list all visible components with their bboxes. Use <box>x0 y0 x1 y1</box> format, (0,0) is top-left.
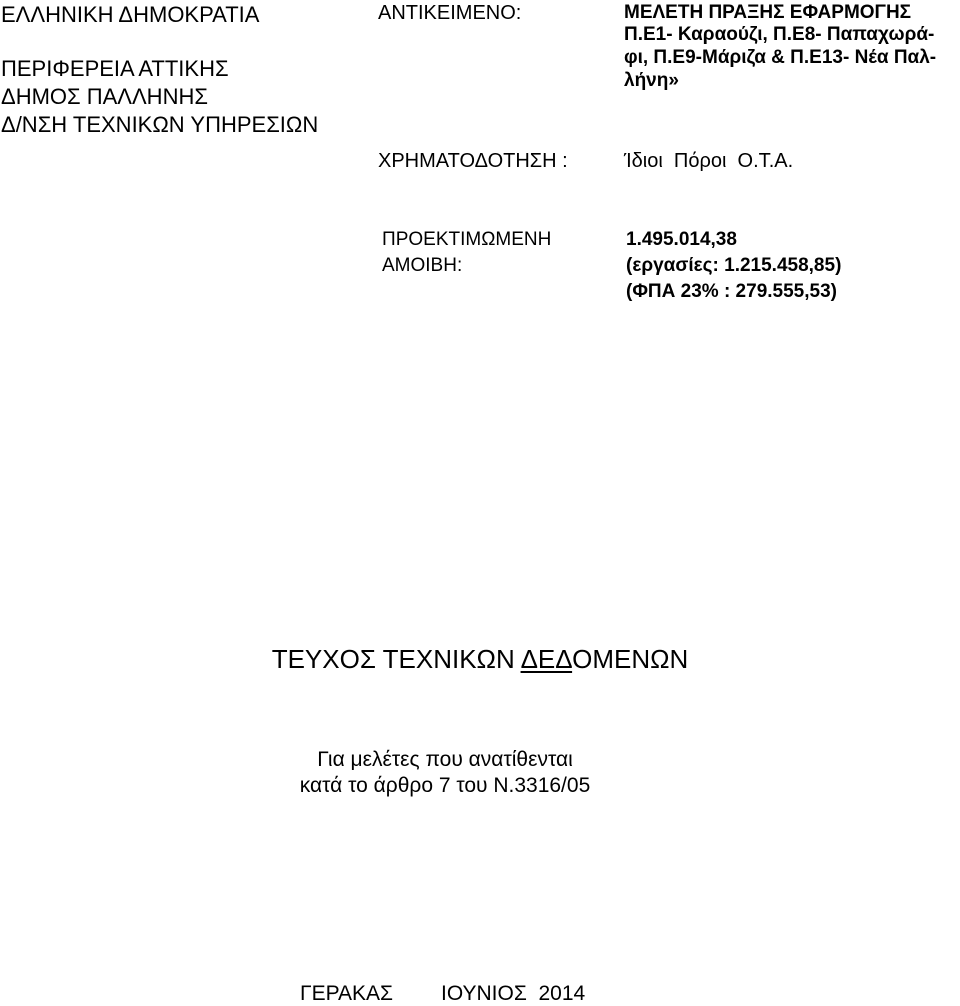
subject-line-3: φι, Π.Ε9-Μάριζα & Π.Ε13- Νέα Παλ- <box>624 47 937 68</box>
fee-works: (εργασίες: 1.215.458,85) <box>626 255 842 276</box>
footer-place: ΓΕΡΑΚΑΣ <box>300 982 394 1005</box>
funding-value: Ίδιοι Πόροι Ο.Τ.Α. <box>624 150 794 172</box>
subtitle-line-1: Για μελέτες που ανατίθενται <box>317 748 573 771</box>
document-title <box>0 644 960 675</box>
title-suffix: ΟΜΕΝΩΝ <box>572 644 689 674</box>
subject-line-1: ΜΕΛΕΤΗ ΠΡΑΞΗΣ ΕΦΑΡΜΟΓΗΣ <box>624 2 912 23</box>
funding-label: ΧΡΗΜΑΤΟΔΟΤΗΣΗ : <box>378 150 568 172</box>
fee-label-line-2: ΑΜΟΙΒΗ: <box>382 255 463 276</box>
fee-vat: (ΦΠΑ 23% : 279.555,53) <box>626 281 837 302</box>
title-underlined: ΔΕΔ <box>520 644 573 674</box>
fee-label-line-1: ΠΡΟΕΚΤΙΜΩΜΕΝΗ <box>382 229 552 250</box>
subject-label: ΑΝΤΙΚΕΙΜΕΝΟ: <box>378 2 522 24</box>
fee-total: 1.495.014,38 <box>626 229 737 250</box>
subtitle-line-2: κατά το άρθρο 7 του Ν.3316/05 <box>299 774 591 797</box>
title-prefix: ΤΕΥΧΟΣ ΤΕΧΝΙΚΩΝ <box>271 644 521 674</box>
subject-line-4: λήνη» <box>624 70 679 91</box>
subject-line-2: Π.Ε1- Καραούζι, Π.Ε8- Παπαχωρά- <box>624 24 935 45</box>
footer-date: ΙΟΥΝΙΟΣ 2014 <box>441 982 586 1005</box>
authority-region: ΠΕΡΙΦΕΡΕΙΑ ΑΤΤΙΚΗΣ <box>1 56 229 81</box>
authority-municipality: ΔΗΜΟΣ ΠΑΛΛΗΝΗΣ <box>1 84 208 109</box>
authority-country: ΕΛΛΗΝΙΚΗ ΔΗΜΟΚΡΑΤΙΑ <box>1 2 260 27</box>
authority-department: Δ/ΝΣΗ ΤΕΧΝΙΚΩΝ ΥΠΗΡΕΣΙΩΝ <box>1 112 319 137</box>
